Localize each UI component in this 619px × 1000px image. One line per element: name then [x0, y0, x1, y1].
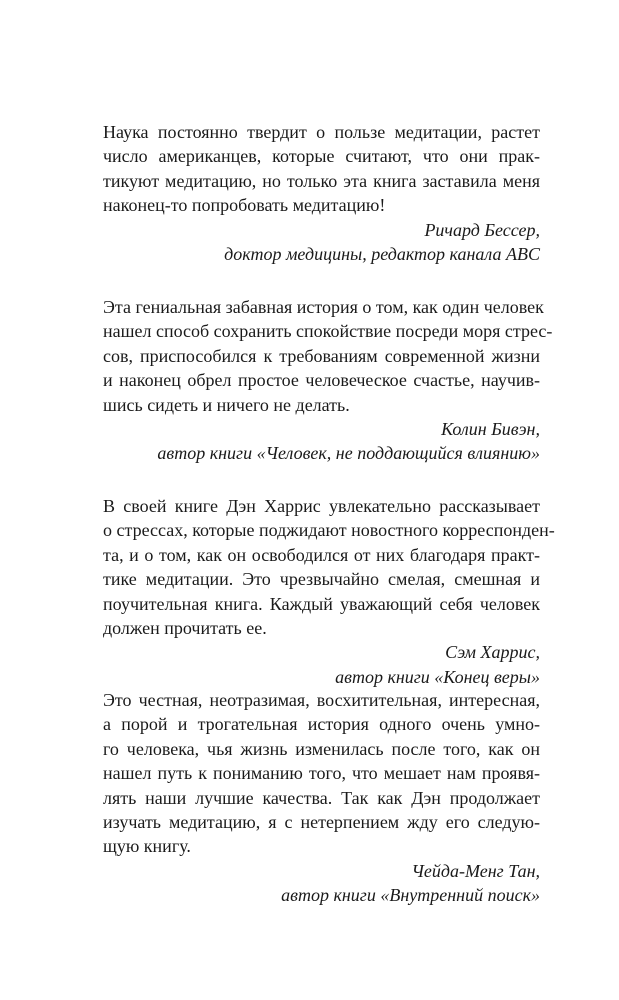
- quote-line: наконец-то попробовать медитацию!: [103, 195, 386, 216]
- quote-attribution: [103, 640, 540, 689]
- quote-line: изучать медитацию, я с нетерпением жду его следую-: [103, 812, 540, 833]
- quote-line: шись сидеть и ничего не делать.: [103, 394, 350, 415]
- quote-line: поучительная книга. Каждый уважающий себя человек: [103, 593, 540, 614]
- quote-author-credential: автор книги «Конец веры»: [335, 666, 540, 687]
- quote-line: сов, приспособился к требованиям современной жизни: [103, 345, 540, 366]
- quote-line: щую книгу.: [103, 836, 191, 857]
- quote-text: [103, 120, 540, 218]
- quote-author: Сэм Харрис,: [445, 642, 540, 663]
- quote-line: В своей книге Дэн Харрис увлекательно рассказывает: [103, 496, 540, 516]
- blurb-quote: [103, 295, 553, 466]
- quote-line: тикуют медитацию, но только эта книга заставила меня: [103, 170, 540, 191]
- quote-line: а порой и трогательная история одного очень умно-: [103, 714, 540, 735]
- quote-text: [103, 494, 555, 640]
- blurb-quote: [103, 494, 555, 689]
- quote-line: должен прочитать ее.: [103, 618, 267, 639]
- quote-line: тике медитации. Это чрезвычайно смелая, смешная и: [103, 569, 540, 590]
- quote-author: Колин Бивэн,: [441, 419, 540, 440]
- quote-line: и наконец обрел простое человеческое счастье, научив-: [103, 370, 540, 391]
- quote-line: Это честная, неотразимая, восхитительная, интересная,: [103, 690, 540, 710]
- quote-text: [103, 295, 553, 417]
- quote-attribution: [103, 218, 540, 267]
- quote-line: число американцев, которые считают, что они прак-: [103, 146, 540, 167]
- quote-author: Чейда-Менг Тан,: [411, 860, 540, 881]
- blurb-quote: [103, 120, 540, 266]
- quote-line: го человека, чья жизнь изменилась после того, как он: [103, 738, 540, 759]
- quote-text: [103, 688, 540, 859]
- quote-line: Наука постоянно твердит о пользе медитации, растет: [103, 122, 540, 142]
- quote-author-credential: автор книги «Внутренний поиск»: [281, 885, 540, 906]
- quote-author: Ричард Бессер,: [424, 219, 540, 240]
- quote-attribution: [103, 859, 540, 908]
- quote-line: нашел способ сохранить спокойствие посреди моря стрес-: [103, 321, 553, 342]
- quote-line: Эта гениальная забавная история о том, как один человек: [103, 297, 544, 317]
- quote-line: лять наши лучшие качества. Так как Дэн продолжает: [103, 787, 540, 808]
- quote-author-credential: автор книги «Человек, не поддающийся влиянию»: [157, 443, 540, 464]
- quote-author-credential: доктор медицины, редактор канала ABC: [224, 244, 540, 265]
- quote-line: нашел путь к пониманию того, что мешает нам проявя-: [103, 763, 540, 784]
- quote-attribution: [103, 417, 540, 466]
- quote-line: о стрессах, которые поджидают новостного корреспонден-: [103, 520, 555, 541]
- quote-line: та, и о том, как он освободился от них благодаря практ-: [103, 544, 540, 565]
- blurb-quote: [103, 688, 540, 908]
